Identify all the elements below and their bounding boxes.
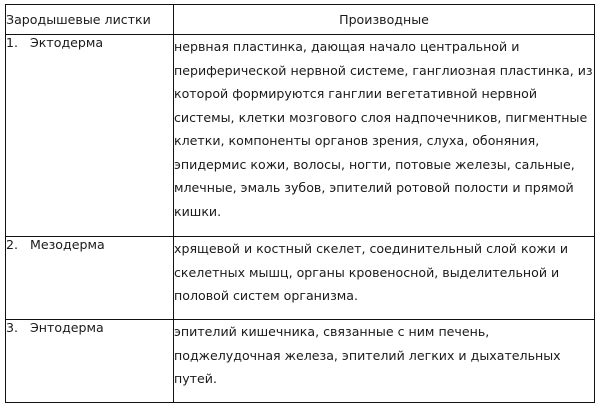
table-row (6, 35, 595, 237)
table-row (6, 237, 595, 320)
germ-layers-table (5, 4, 595, 403)
table-header-row (6, 5, 595, 35)
layer-name: Мезодерма (30, 237, 105, 252)
derivatives-cell: хрящевой и костный скелет, соединительный слой кожи и скелетных мышц, органы кровеносной, выделительной и половой систем организма. (174, 237, 595, 320)
layer-cell (6, 237, 174, 320)
header-germ-layers: Зародышевые листки (6, 5, 174, 35)
layer-cell (6, 320, 174, 403)
derivatives-cell: нервная пластинка, дающая начало центральной и периферической нервной системе, ганглиозная пластинка, из которой формируются ганглии вегетативной нервной системы, клетки мозгового слоя надпочечников, пигментные клетки, компоненты органов зрения, слуха, обоняния, эпидермис кожи, волосы, ногти, потовые железы, сальные, млечные, эмаль зубов, эпителий ротовой полости и прямой кишки. (174, 35, 595, 237)
header-derivatives: Производные (174, 5, 595, 35)
derivatives-cell: эпителий кишечника, связанные с ним печень, поджелудочная железа, эпителий легких и дыхательных путей. (174, 320, 595, 403)
layer-name: Эктодерма (30, 35, 104, 50)
layer-name: Энтодерма (30, 320, 104, 335)
layer-cell (6, 35, 174, 237)
row-number: 2. (6, 237, 19, 252)
row-number: 3. (6, 320, 19, 335)
table-row (6, 320, 595, 403)
row-number: 1. (6, 35, 19, 50)
